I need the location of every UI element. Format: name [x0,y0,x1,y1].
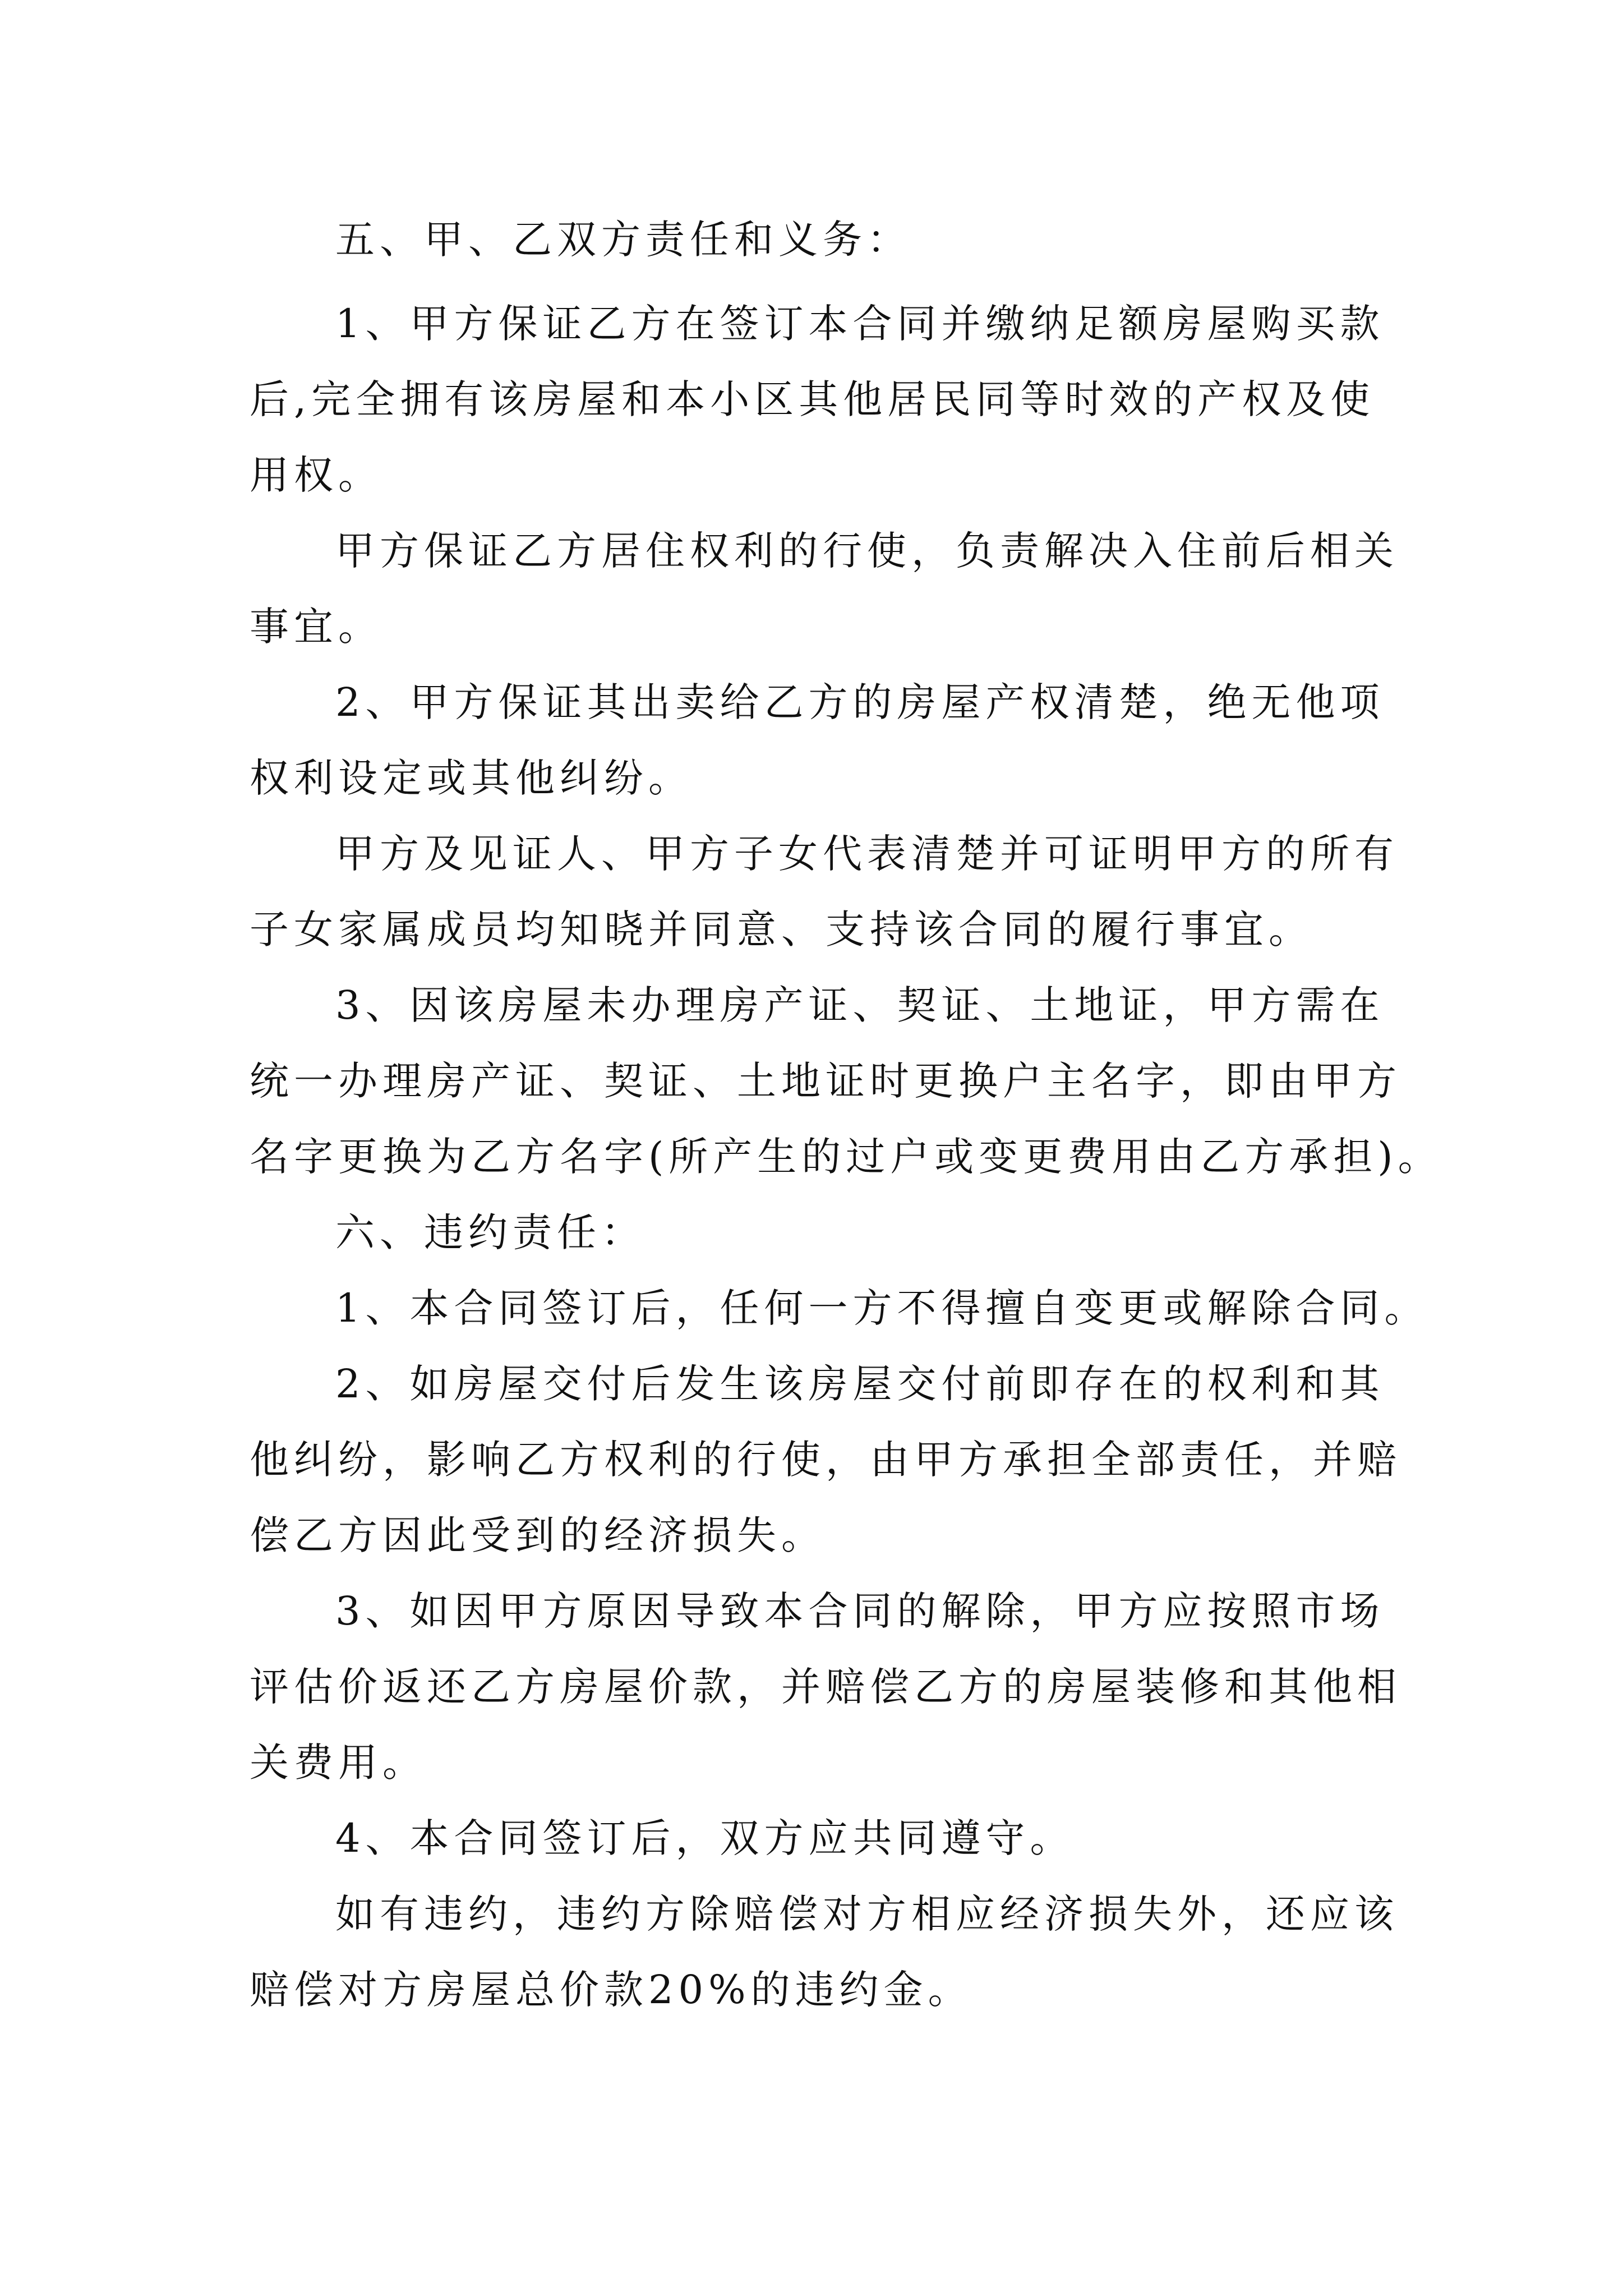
paragraph-line: 1、本合同签订后，任何一方不得擅自变更或解除合同。 [335,1285,1429,1331]
paragraph-line: 1、甲方保证乙方在签订本合同并缴纳足额房屋购买款 [335,301,1385,347]
paragraph-line: 赔偿对方房屋总价款20%的违约金。 [250,1967,972,2013]
paragraph-line: 甲方保证乙方居住权利的行使，负责解决入住前后相关 [335,528,1399,574]
paragraph-line: 偿乙方因此受到的经济损失。 [250,1512,826,1558]
paragraph-line: 3、如因甲方原因导致本合同的解除，甲方应按照市场 [335,1588,1385,1634]
section-heading-5: 五、甲、乙双方责任和义务： [335,217,911,263]
paragraph-line: 2、甲方保证其出卖给乙方的房屋产权清楚，绝无他项 [335,679,1385,725]
paragraph-line: 权利设定或其他纠纷。 [250,755,693,801]
paragraph-line: 统一办理房产证、契证、土地证时更换户主名字，即由甲方 [250,1058,1401,1104]
paragraph-line: 用权。 [250,452,382,498]
paragraph-line: 4、本合同签订后，双方应共同遵守。 [335,1815,1075,1861]
paragraph-line: 甲方及见证人、甲方子女代表清楚并可证明甲方的所有 [335,831,1399,877]
paragraph-line: 关费用。 [250,1740,427,1786]
paragraph-line: 事宜。 [250,604,382,650]
section-heading-6: 六、违约责任： [335,1209,645,1255]
paragraph-line: 后,完全拥有该房屋和本小区其他居民同等时效的产权及使 [250,376,1375,422]
paragraph-line: 评估价返还乙方房屋价款，并赔偿乙方的房屋装修和其他相 [250,1664,1401,1710]
paragraph-line: 如有违约，违约方除赔偿对方相应经济损失外，还应该 [335,1891,1399,1937]
paragraph-line: 子女家属成员均知晓并同意、支持该合同的履行事宜。 [250,907,1313,953]
paragraph-line: 3、因该房屋未办理房产证、契证、土地证，甲方需在 [335,982,1385,1028]
paragraph-line: 2、如房屋交付后发生该房屋交付前即存在的权利和其 [335,1361,1385,1407]
paragraph-line: 他纠纷，影响乙方权利的行使，由甲方承担全部责任，并赔 [250,1437,1401,1483]
paragraph-line: 名字更换为乙方名字(所产生的过户或变更费用由乙方承担)。 [250,1134,1442,1180]
